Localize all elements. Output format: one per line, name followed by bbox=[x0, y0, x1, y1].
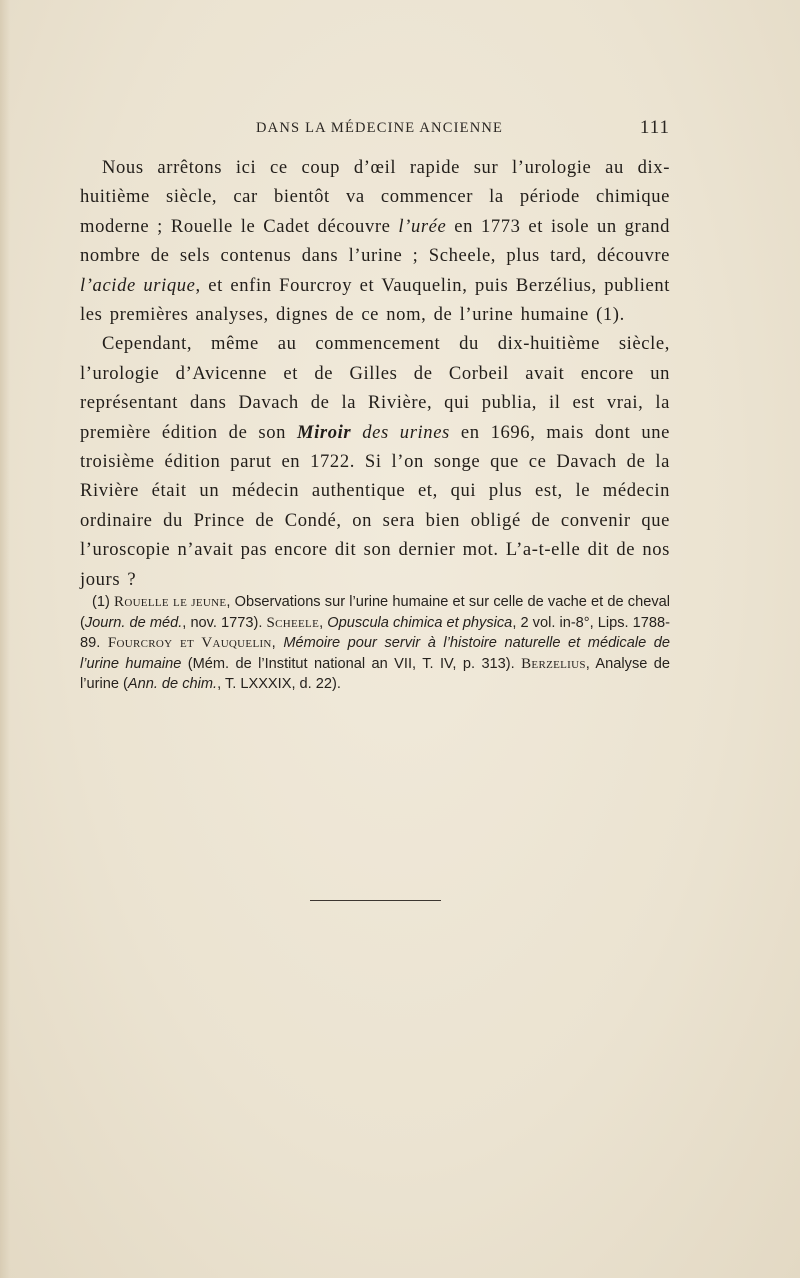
journal-title: Journ. de méd. bbox=[84, 614, 183, 631]
author-name: Berzelius bbox=[521, 655, 586, 672]
text-run: , nov. 1773). bbox=[182, 614, 267, 631]
running-header bbox=[80, 117, 670, 143]
end-rule bbox=[310, 900, 441, 901]
text-run: en 1773 et isole un grand nombre de sels contenus dans l’urine ; Scheele, plus tard, découvre bbox=[80, 215, 670, 267]
running-title: DANS LA MÉDECINE ANCIENNE bbox=[256, 120, 504, 136]
text-run: , bbox=[319, 614, 328, 631]
text-run: Nous arrêtons ici ce coup d’œil rapide sur l’urologie au dix-huitième siècle, car bientôt va commencer la période chimique moderne ; Rouelle le Cadet découvre bbox=[80, 157, 670, 237]
main-text bbox=[80, 153, 670, 594]
work-title: Opuscula chimica et physica bbox=[327, 614, 513, 631]
text-run: en 1696, mais dont une troisième édition parut en 1722. Si l’on songe que ce Davach de la Rivière était un médecin authentique et, qui plus est, le médecin ordinaire du Prince de Condé, on sera bien obligé de convenir que l’uroscopie n’avait pas encore dit son dernier mot. L’a-t-elle dit de nos jours ? bbox=[80, 421, 670, 590]
text-run bbox=[351, 422, 362, 443]
text-run: , et enfin Fourcroy et Vauquelin, puis Berzélius, publient les premières analyses, dignes de ce nom, de l’urine humaine (1). bbox=[80, 274, 670, 326]
text-run: , bbox=[271, 635, 284, 652]
author-name: Rouelle le jeune bbox=[114, 594, 227, 610]
book-title-miroir: Miroir bbox=[297, 421, 352, 443]
work-title: Mémoire pour servir à l’histoire naturelle et médicale de l’urine humaine bbox=[80, 635, 671, 672]
text-run: (Mém. de l’Institut national an VII, T. IV, p. 313). bbox=[181, 655, 522, 672]
italic-term-acide-urique: l’acide urique bbox=[80, 274, 196, 296]
text-run: , Observations sur l’urine humaine et sur celle de vache et de cheval ( bbox=[80, 594, 670, 631]
text-run: Cependant, même au commencement du dix-huitième siècle, l’urologie d’Avicenne et de Gilles de Corbeil avait encore un représentant dans Davach de la Rivière, qui publia, il est vrai, la première édition de son bbox=[80, 333, 670, 443]
text-run: , T. LXXXIX, d. 22). bbox=[217, 676, 341, 693]
paragraph-1 bbox=[80, 153, 670, 329]
footnote-1 bbox=[80, 592, 670, 695]
footnote-marker: (1) bbox=[92, 594, 115, 610]
italic-term-uree: l’urée bbox=[398, 215, 447, 237]
author-name: Fourcroy et Vauquelin bbox=[107, 635, 272, 652]
page-gutter-shadow bbox=[0, 0, 10, 1278]
author-name: Scheele bbox=[266, 614, 320, 631]
text-run: , Analyse de l’urine ( bbox=[80, 655, 670, 693]
text-run: , 2 vol. in-8°, Lips. 1788-89. bbox=[80, 614, 671, 652]
page-number: 111 bbox=[639, 117, 670, 138]
book-title-des-urines: des urines bbox=[362, 421, 450, 443]
paragraph-2 bbox=[80, 329, 670, 594]
journal-title: Ann. de chim. bbox=[127, 676, 218, 693]
